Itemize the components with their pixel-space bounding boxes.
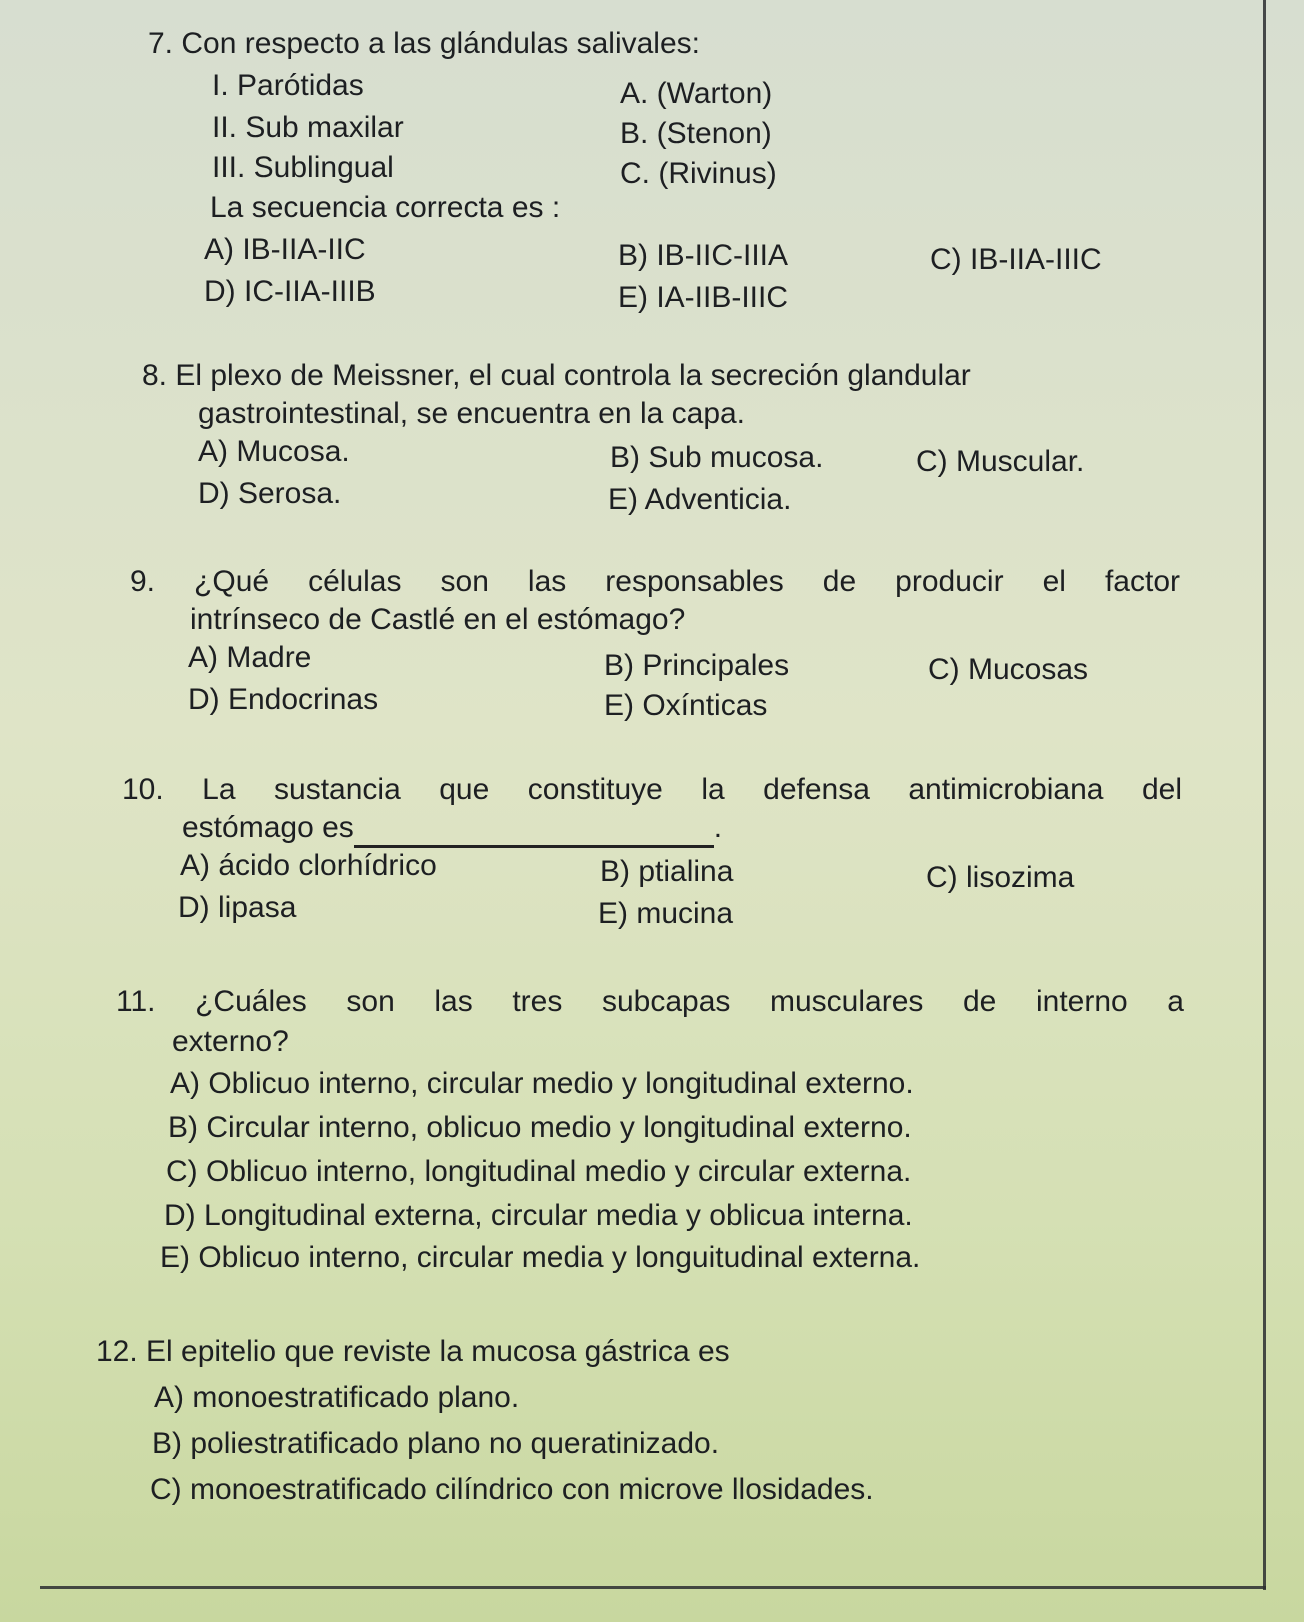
question-9-stem-line-1: 9. ¿Qué células son las responsables de producir el factor	[130, 565, 1180, 598]
q7-option-e[interactable]: E) IA-IIB-IIIC	[618, 281, 789, 314]
question-11-stem-line-2: externo?	[172, 1025, 289, 1058]
page-border-bottom	[40, 1586, 1266, 1589]
q10-option-d[interactable]: D) lipasa	[178, 891, 297, 924]
q7-item-2: II. Sub maxilar	[212, 111, 404, 144]
q7-duct-b: B. (Stenon)	[620, 117, 772, 150]
q9-option-d[interactable]: D) Endocrinas	[188, 683, 379, 716]
question-10-stem-end: .	[713, 811, 723, 844]
q12-option-b[interactable]: B) poliestratificado plano no queratinizado.	[152, 1427, 720, 1460]
q9-option-c[interactable]: C) Mucosas	[928, 653, 1089, 686]
q7-option-b[interactable]: B) IB-IIC-IIIA	[618, 239, 789, 272]
q11-option-a[interactable]: A) Oblicuo interno, circular medio y longitudinal externo.	[170, 1067, 914, 1100]
q10-option-a[interactable]: A) ácido clorhídrico	[180, 849, 437, 882]
page-border-right	[1263, 0, 1266, 1590]
question-11-stem-line-1: 11. ¿Cuáles son las tres subcapas musculares de interno a	[116, 985, 1184, 1018]
question-8-stem-line-1: 8. El plexo de Meissner, el cual controla la secreción glandular	[142, 359, 971, 392]
q12-option-a[interactable]: A) monoestratificado plano.	[154, 1381, 520, 1414]
q8-option-a[interactable]: A) Mucosa.	[198, 435, 350, 468]
question-8-stem-line-2: gastrointestinal, se encuentra en la capa.	[198, 397, 746, 430]
q10-option-e[interactable]: E) mucina	[598, 897, 734, 930]
q8-option-d[interactable]: D) Serosa.	[198, 477, 342, 510]
q7-prompt: La secuencia correcta es :	[210, 191, 561, 224]
q8-option-b[interactable]: B) Sub mucosa.	[610, 441, 824, 474]
question-12-stem: 12. El epitelio que reviste la mucosa gástrica es	[96, 1335, 730, 1368]
q11-option-d[interactable]: D) Longitudinal externa, circular media y oblicua interna.	[164, 1199, 913, 1232]
q10-option-c[interactable]: C) lisozima	[926, 861, 1075, 894]
q7-option-d[interactable]: D) IC-IIA-IIIB	[204, 275, 376, 308]
q11-option-c[interactable]: C) Oblicuo interno, longitudinal medio y circular externa.	[166, 1155, 912, 1188]
question-10-stem-line-1: 10. La sustancia que constituye la defensa antimicrobiana del	[122, 773, 1182, 806]
answer-blank[interactable]	[354, 815, 714, 848]
q9-option-b[interactable]: B) Principales	[604, 649, 790, 682]
q10-option-b[interactable]: B) ptialina	[600, 855, 734, 888]
q7-duct-c: C. (Rivinus)	[620, 157, 777, 190]
q7-item-1: I. Parótidas	[212, 69, 364, 102]
q11-option-e[interactable]: E) Oblicuo interno, circular media y longuitudinal externa.	[160, 1241, 921, 1274]
q7-option-a[interactable]: A) IB-IIA-IIC	[204, 233, 366, 266]
q8-option-c[interactable]: C) Muscular.	[916, 445, 1085, 478]
q8-option-e[interactable]: E) Adventicia.	[608, 483, 792, 516]
question-9-stem-line-2: intrínseco de Castlé en el estómago?	[190, 603, 686, 636]
q12-option-c[interactable]: C) monoestratificado cilíndrico con microve llosidades.	[150, 1473, 874, 1506]
q7-item-3: III. Sublingual	[212, 151, 394, 184]
q7-duct-a: A. (Warton)	[620, 77, 773, 110]
question-10-stem-text: estómago es	[182, 811, 354, 844]
q9-option-a[interactable]: A) Madre	[188, 641, 312, 674]
question-10-stem-line-2	[182, 808, 722, 848]
question-7-stem: 7. Con respecto a las glándulas salivales:	[148, 27, 700, 60]
q11-option-b[interactable]: B) Circular interno, oblicuo medio y longitudinal externo.	[168, 1111, 912, 1144]
q7-option-c[interactable]: C) IB-IIA-IIIC	[930, 243, 1102, 276]
q9-option-e[interactable]: E) Oxínticas	[604, 689, 768, 722]
